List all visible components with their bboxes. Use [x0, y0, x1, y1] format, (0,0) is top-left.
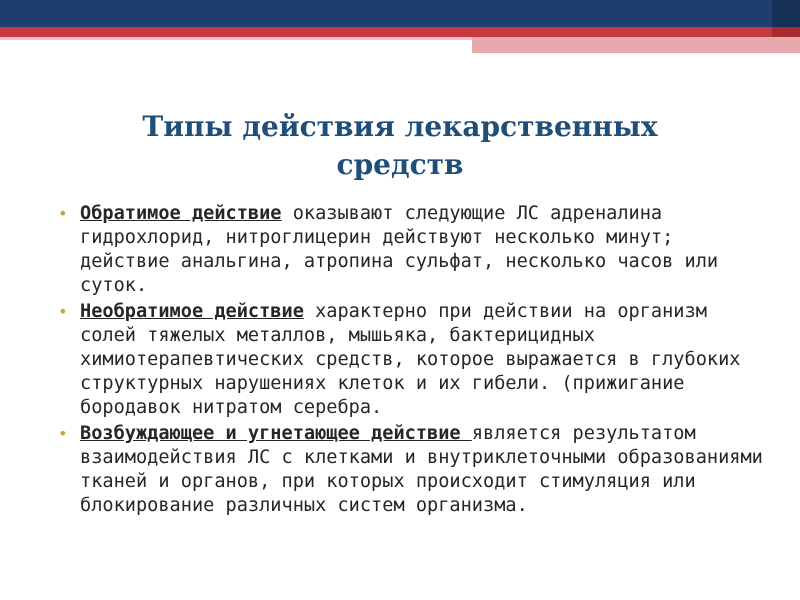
bullet-icon: • [58, 424, 68, 443]
bullet-text: оказывают следующие ЛС адреналина гидрохлорид, нитроглицерин действуют несколько минут; действие анальгина, атропина сульфат, несколько часов или суток. [80, 203, 719, 296]
bullet-list [58, 202, 770, 520]
bullet-term: Необратимое действие [80, 301, 304, 322]
bullet-item [58, 300, 770, 420]
top-band-navy-accent [772, 0, 800, 27]
bullet-text: является результатом взаимодействия ЛС с клетками и внутриклеточными образованиями тканей и органов, при которых происходит стимуляция или блокирование различных систем организма. [80, 423, 763, 516]
top-band-navy [0, 0, 800, 27]
bullet-term: Обратимое действие [80, 203, 282, 224]
bullet-item [58, 202, 770, 298]
bullet-text: характерно при действии на организм солей тяжелых металлов, мышьяка, бактерицидных химиотерапевтических средств, которое выражается в глубоких структурных нарушениях клеток и их гибели. (прижигание бородавок нитратом серебра. [80, 301, 741, 418]
top-band-pink-thin [0, 37, 472, 40]
top-band-red [0, 27, 800, 37]
bullet-item [58, 422, 770, 518]
slide-title: Типы действия лекарственных средств [142, 110, 658, 181]
top-band-pink [472, 37, 800, 53]
top-band-red-accent [772, 27, 800, 37]
bullet-term: Возбуждающее и угнетающее действие [80, 423, 472, 444]
bullet-icon: • [58, 302, 68, 321]
bullet-icon: • [58, 204, 68, 223]
